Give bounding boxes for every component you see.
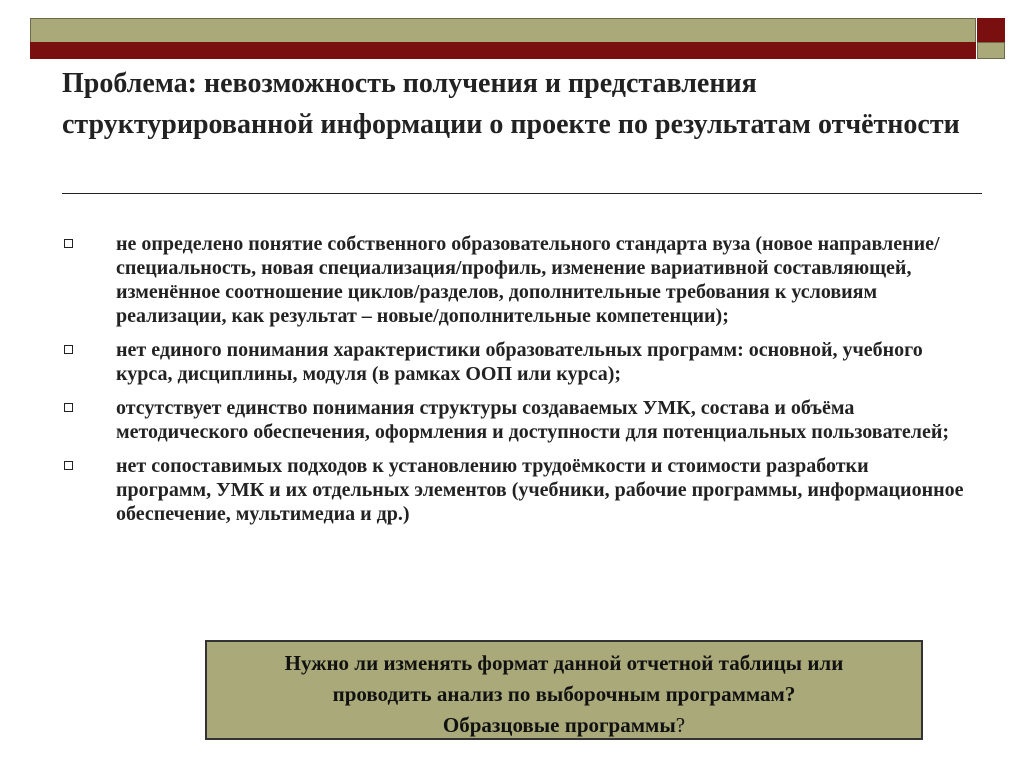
bullet-item: [64, 396, 964, 444]
bullet-text: нет единого понимания характеристики образовательных программ: основной, учебного курса, дисциплины, модуля (в рамках ООП или курса);: [116, 339, 923, 385]
square-bullet-icon: [64, 403, 73, 412]
title-divider: [62, 193, 982, 194]
header-olive-bar: [30, 18, 976, 43]
callout-question-mark: ?: [675, 713, 686, 737]
bullet-text: отсутствует единство понимания структуры создаваемых УМК, состава и объёма методического обеспечения, оформления и доступности для потенциальных пользователей;: [116, 397, 950, 443]
header-olive-square: [977, 42, 1005, 59]
question-callout: [205, 640, 923, 740]
slide-title: Проблема: невозможность получения и представления структурированной информации о проекте по результатам отчётности: [62, 68, 960, 140]
bullet-item: [64, 454, 964, 526]
callout-line-1: Нужно ли изменять формат данной отчетной таблицы или: [284, 651, 844, 675]
header-red-square: [977, 18, 1005, 42]
bullet-list: [64, 232, 964, 536]
bullet-text: нет сопоставимых подходов к установлению трудоёмкости и стоимости разработки программ, УМК и их отдельных элементов (учебники, рабочие программы, информационное обеспечение, мультимедиа и др.): [116, 455, 964, 525]
bullet-item: [64, 338, 964, 386]
callout-line-3: [207, 710, 921, 741]
square-bullet-icon: [64, 345, 73, 354]
bullet-item: [64, 232, 964, 328]
callout-line-2: проводить анализ по выборочным программам?: [332, 682, 796, 706]
square-bullet-icon: [64, 461, 73, 470]
bullet-text: не определено понятие собственного образовательного стандарта вуза (новое направление/специальность, новая специализация/профиль, изменение вариативной составляющей, изменённое соотношение циклов/разделов, дополнительные требования к условиям реализации, как результат – новые/дополнительные компетенции);: [116, 233, 940, 327]
square-bullet-icon: [64, 239, 73, 248]
header-red-bar: [30, 42, 976, 59]
callout-line-3-text: Образцовые программы: [442, 713, 676, 737]
